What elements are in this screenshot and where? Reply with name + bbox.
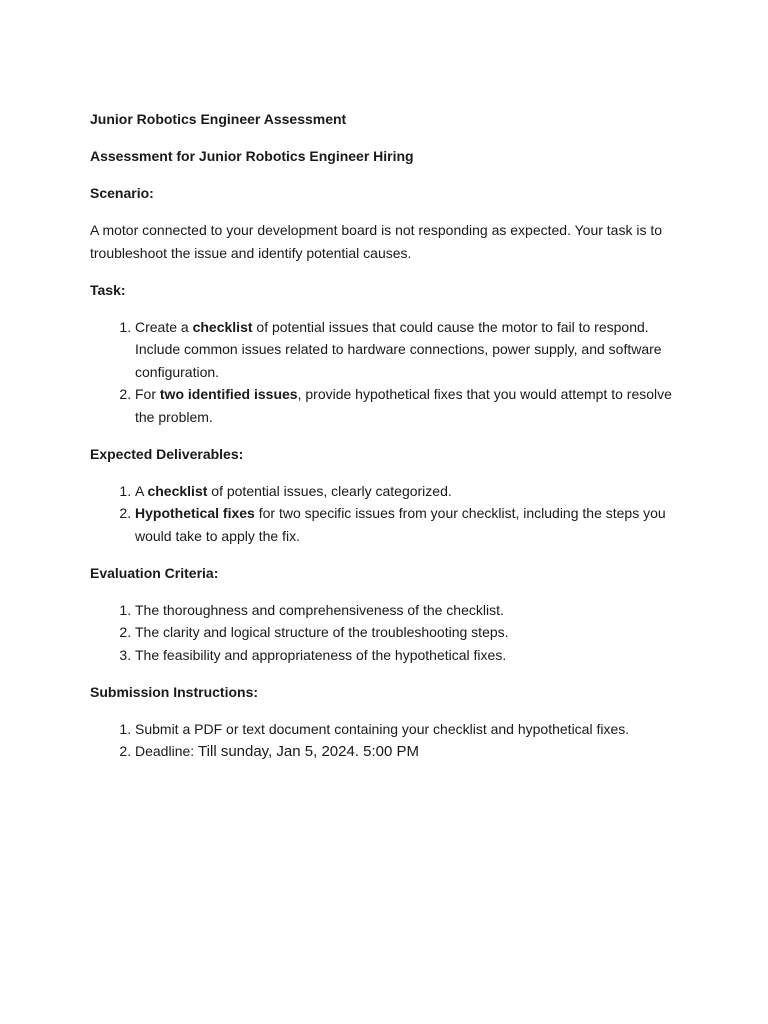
deadline-value: Till sunday, Jan 5, 2024. 5:00 PM	[198, 743, 420, 760]
scenario-heading: Scenario:	[90, 185, 154, 201]
deliverables-list	[90, 480, 690, 548]
evaluation-item-3: 3. The feasibility and appropriateness of the hypothetical fixes.	[135, 644, 690, 667]
task-item-1-bold: checklist	[192, 318, 253, 335]
task-list	[90, 316, 690, 429]
task-item-1-pre: Create a	[135, 318, 193, 335]
submission-item-deadline	[135, 740, 690, 764]
task-heading: Task:	[90, 281, 126, 298]
evaluation-list	[90, 599, 690, 667]
task-item-1	[135, 316, 690, 384]
deliverables-item-1-bold: checklist	[147, 482, 208, 499]
task-item-2-pre: For	[135, 386, 160, 402]
document-subtitle: Assessment for Junior Robotics Engineer Hiring	[90, 148, 414, 164]
task-item-2	[135, 383, 690, 428]
deliverables-item-2-bold: Hypothetical fixes	[135, 505, 255, 521]
submission-item-1: 1. Submit a PDF or text document containing your checklist and hypothetical fixes.	[135, 718, 690, 741]
deliverables-item-1-pre: A	[135, 482, 148, 499]
task-item-2-post: , provide hypothetical fixes that you would attempt to resolve the problem.	[135, 386, 672, 425]
task-item-2-bold: two identified issues	[159, 386, 298, 402]
deliverables-item-1-post: of potential issues, clearly categorized.	[207, 482, 452, 499]
scenario-text: A motor connected to your development board is not responding as expected. Your task is to troubleshoot the issue and identify potential causes.	[90, 222, 663, 261]
document-page	[90, 108, 690, 778]
evaluation-item-1: 1. The thoroughness and comprehensiveness of the checklist.	[135, 599, 690, 622]
submission-list	[90, 718, 690, 764]
evaluation-heading: Evaluation Criteria:	[90, 564, 219, 581]
deliverables-item-1	[135, 480, 690, 503]
evaluation-item-2: 2. The clarity and logical structure of the troubleshooting steps.	[135, 621, 690, 644]
deliverables-item-2	[135, 502, 690, 547]
document-title: Junior Robotics Engineer Assessment	[90, 111, 347, 127]
submission-heading: Submission Instructions:	[90, 683, 259, 700]
deliverables-heading: Expected Deliverables:	[90, 445, 244, 462]
deadline-label: Deadline:	[135, 743, 199, 759]
task-item-1-post: of potential issues that could cause the motor to fail to respond. Include common issues related to hardware connections, power supply, and software configuration.	[135, 318, 662, 380]
deliverables-item-2-post: for two specific issues from your checklist, including the steps you would take to apply the fix.	[135, 505, 666, 544]
